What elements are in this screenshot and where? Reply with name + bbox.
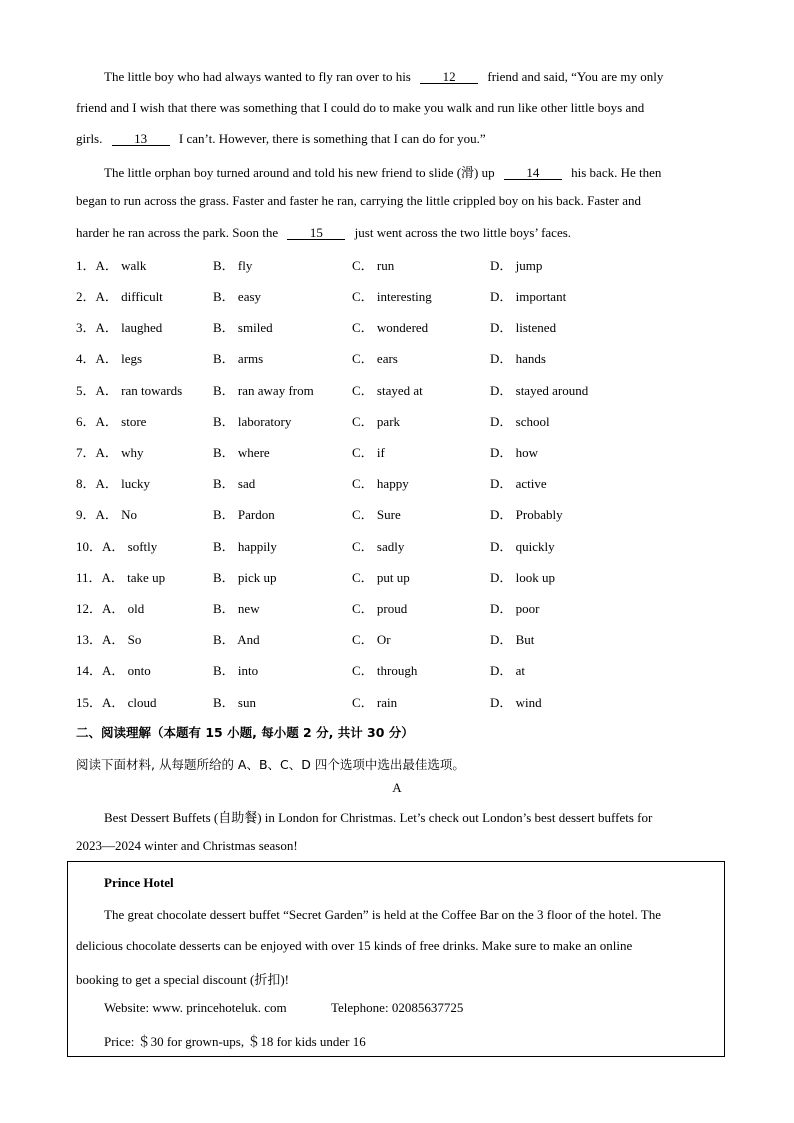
blank-12[interactable]: 12 [420,70,478,84]
option-d[interactable]: D． important [490,289,567,304]
option-b[interactable]: B． new [213,601,260,616]
option-d[interactable]: D． how [490,445,539,460]
hotel-name: Prince Hotel [104,875,174,890]
option-d[interactable]: D． Probably [490,507,563,522]
option-a[interactable]: 15．A． cloud [76,695,157,710]
passage-text: just went across the two little boys’ faces. [354,225,572,240]
option-a[interactable]: 2．A． difficult [76,289,163,304]
option-c[interactable]: C． ears [352,351,398,366]
passage-text: I can’t. However, there is something that I can do for you.” [178,131,486,146]
passage-line-6 [76,225,571,241]
passage-line-4 [104,162,661,181]
option-a[interactable]: 11．A． take up [76,570,166,585]
option-b[interactable]: B． arms [213,351,264,366]
option-b[interactable]: B． into [213,663,259,678]
option-c[interactable]: C． proud [352,601,408,616]
option-c[interactable]: C． Or [352,632,391,647]
option-b[interactable]: B． And [213,632,260,647]
passage-text: The little orphan boy turned around and told his new friend to slide (滑) up [104,165,495,180]
option-d[interactable]: D． stayed around [490,383,589,398]
hotel-telephone: Telephone: 02085637725 [331,1000,464,1015]
option-c[interactable]: C． stayed at [352,383,423,398]
hotel-desc-3: booking to get a special discount (折扣)! [76,972,290,987]
option-d[interactable]: D． listened [490,320,557,335]
option-d[interactable]: D． wind [490,695,542,710]
option-d[interactable]: D． poor [490,601,540,616]
passage-text: friend and said, “You are my only [487,69,664,84]
option-c[interactable]: C． wondered [352,320,429,335]
option-d[interactable]: D． school [490,414,550,429]
option-a[interactable]: 14．A． onto [76,663,151,678]
option-c[interactable]: C． park [352,414,401,429]
option-d[interactable]: D． But [490,632,535,647]
section-heading: 二、阅读理解（本题有 15 小题, 每小题 2 分, 共计 30 分） [76,725,414,740]
option-b[interactable]: B． happily [213,539,277,554]
intro-line-1: Best Dessert Buffets (自助餐) in London for Christmas. Let’s check out London’s best dessert buffets for [104,810,653,825]
option-c[interactable]: C． run [352,258,395,273]
hotel-website[interactable]: Website: www. princehoteluk. com [104,1000,287,1015]
passage-line-1 [104,69,663,85]
option-a[interactable]: 1．A． walk [76,258,147,273]
option-b[interactable]: B． sad [213,476,256,491]
option-a[interactable]: 7．A． why [76,445,144,460]
option-c[interactable]: C． sadly [352,539,405,554]
option-d[interactable]: D． look up [490,570,556,585]
option-a[interactable]: 9．A． No [76,507,138,522]
option-b[interactable]: B． laboratory [213,414,292,429]
option-b[interactable]: B． where [213,445,270,460]
option-b[interactable]: B． smiled [213,320,273,335]
option-d[interactable]: D． at [490,663,526,678]
blank-13[interactable]: 13 [112,132,170,146]
option-c[interactable]: C． interesting [352,289,432,304]
option-a[interactable]: 10．A． softly [76,539,158,554]
option-a[interactable]: 5．A． ran towards [76,383,183,398]
option-d[interactable]: D． active [490,476,547,491]
passage-text: girls. [76,131,103,146]
option-d[interactable]: D． hands [490,351,546,366]
passage-letter: A [392,780,402,795]
option-b[interactable]: B． ran away from [213,383,314,398]
passage-text: his back. He then [571,165,662,180]
option-b[interactable]: B． Pardon [213,507,275,522]
intro-line-2: 2023—2024 winter and Christmas season! [76,838,298,853]
option-a[interactable]: 6．A． store [76,414,147,429]
option-a[interactable]: 3．A． laughed [76,320,163,335]
option-b[interactable]: B． pick up [213,570,277,585]
option-a[interactable]: 4．A． legs [76,351,143,366]
passage-text: The little boy who had always wanted to fly ran over to his [104,69,411,84]
hotel-desc-1: The great chocolate dessert buffet “Secret Garden” is held at the Coffee Bar on the 3 floor of the hotel. The [104,907,661,922]
option-b[interactable]: B． easy [213,289,262,304]
option-c[interactable]: C． put up [352,570,410,585]
option-a[interactable]: 8．A． lucky [76,476,151,491]
option-b[interactable]: B． sun [213,695,256,710]
option-c[interactable]: C． Sure [352,507,401,522]
passage-line-5 [76,193,641,209]
option-d[interactable]: D． jump [490,258,543,273]
option-a[interactable]: 12．A． old [76,601,145,616]
passage-line-2 [76,100,644,116]
option-c[interactable]: C． happy [352,476,409,491]
blank-14[interactable]: 14 [504,166,562,180]
hotel-price: Price: ＄30 for grown-ups, ＄18 for kids under 16 [104,1034,366,1049]
section-instruction: 阅读下面材料, 从每题所给的 A、B、C、D 四个选项中选出最佳选项。 [76,757,465,772]
passage-line-3 [76,131,486,147]
blank-15[interactable]: 15 [287,226,345,240]
option-a[interactable]: 13．A． So [76,632,142,647]
passage-text: began to run across the grass. Faster and faster he ran, carrying the little crippled boy on his back. Faster and [76,193,641,208]
hotel-desc-2: delicious chocolate desserts can be enjoyed with over 15 kinds of free drinks. Make sure to make an online [76,938,633,953]
passage-text: harder he ran across the park. Soon the [76,225,279,240]
option-d[interactable]: D． quickly [490,539,555,554]
passage-text: friend and I wish that there was something that I could do to make you walk and run like other little boys and [76,100,645,115]
option-c[interactable]: C． if [352,445,385,460]
option-c[interactable]: C． through [352,663,418,678]
option-c[interactable]: C． rain [352,695,398,710]
option-b[interactable]: B． fly [213,258,253,273]
